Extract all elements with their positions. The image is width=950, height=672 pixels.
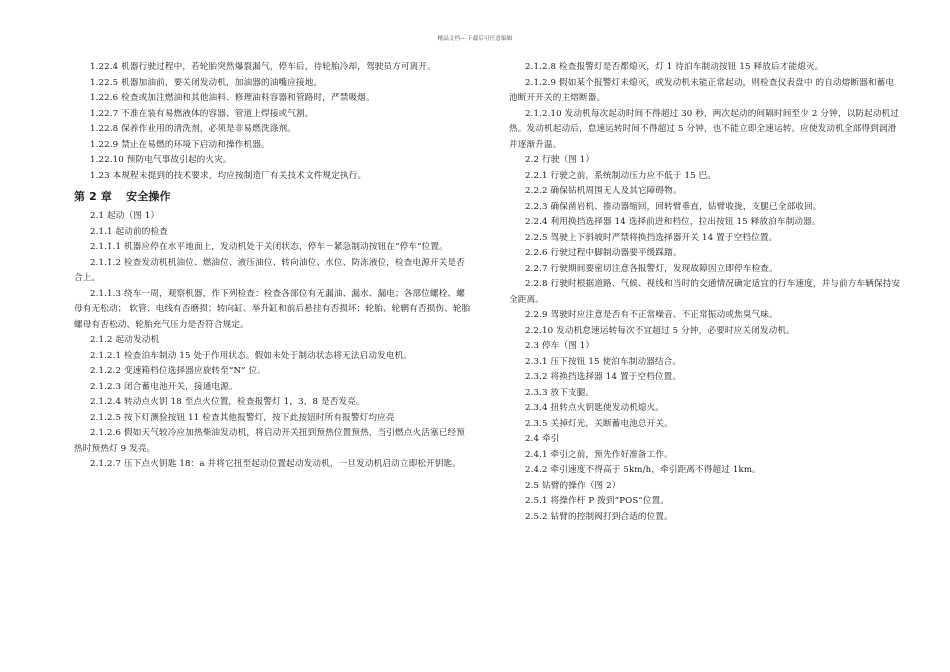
paragraph: 2.3.5 关掉灯光，关断蓄电池总开关。 bbox=[525, 418, 673, 429]
paragraph: 1.22.7 不准在装有易燃液体的容器、管道上焊接或气割。 bbox=[90, 108, 314, 119]
paragraph: 2.1.2.6 假如天气较冷应加热柴油发动机，将启动开关扭到预热位置预热，当引燃点火活塞已经预热时预热灯 9 发亮。 bbox=[74, 428, 466, 454]
paragraph: 1.22.10 预防电气事故引起的火灾。 bbox=[90, 155, 232, 165]
right-column bbox=[509, 60, 901, 525]
paragraph: 2.4.1 牵引之前，预先作好准备工作。 bbox=[525, 449, 673, 460]
paragraph: 2.2.10 发动机怠速运转每次不宜超过 5 分钟，必要时应关闭发动机。 bbox=[525, 325, 795, 336]
paragraph: 2.1.2.9 假如某个报警灯未熄灭，或发动机未能正常起动，则检查仪表盘中 的自动熔断器和蓄电池断开开关的主熔断器。 bbox=[509, 77, 895, 103]
paragraph: 1.22.9 禁止在易燃的环境下启动和操作机器。 bbox=[90, 139, 270, 150]
paragraph: 2.5.1 将操作杆 P 拨到“POS”位置。 bbox=[525, 496, 670, 506]
paragraph: 2.2.3 确保凿岩机、推动器缩回，回转臂垂直，钻臂收拢，支腿已全部收回。 bbox=[525, 201, 822, 212]
paragraph: 2.4.2 牵引速度不得高于 5km/h，牵引距离不得超过 1km。 bbox=[525, 465, 761, 475]
paragraph: 2.1.2.4 转动点火钥 18 至点火位置，检查报警灯 1，3，8 是否发亮。 bbox=[90, 397, 365, 407]
paragraph: 1.22.4 机器行驶过程中，若轮胎突然爆裂漏气，停车后，待轮胎冷却，驾驶员方可离开。 bbox=[90, 62, 436, 72]
subsection-heading: 2.1.1 起动前的检查 bbox=[90, 226, 168, 237]
paragraph: 2.2.9 驾驶时应注意是否有不正常噪音、不正常振动或焦臭气味。 bbox=[525, 310, 778, 320]
section-heading: 2.1 起动（图 1） bbox=[90, 211, 160, 221]
paragraph: 2.1.1.2 检查发动机机油位、燃油位、液压油位、转向油位、水位、防冻液位，检查电源开关是否合上。 bbox=[74, 257, 466, 283]
subsection-heading: 2.1.2 起动发动机 bbox=[90, 335, 160, 345]
paragraph: 2.1.2.2 变速箱档位选择器应旋转至“N” 位。 bbox=[90, 366, 267, 376]
paragraph: 1.22.8 保养作业用的清洗剂，必须是非易燃洗涤剂。 bbox=[90, 124, 296, 134]
paragraph: 2.3.1 压下按钮 15 使泊车制动器结合。 bbox=[525, 356, 682, 367]
paragraph: 1.23 本规程未提到的技术要求，均应按制造厂有关技术文件规定执行。 bbox=[90, 170, 367, 181]
left-column bbox=[74, 60, 472, 473]
paragraph: 1.22.6 检查或加注燃油和其他油料、修理油料容器和管路时，严禁吸烟。 bbox=[90, 93, 375, 103]
paragraph: 2.3.2 将换挡选择器 14 置于空档位置。 bbox=[525, 372, 682, 382]
paragraph: 2.2.6 行驶过程中脚制动器要平缓踩踏。 bbox=[525, 248, 682, 258]
paragraph: 2.5.2 钻臂的控制阀打到合适的位置。 bbox=[525, 511, 673, 522]
chapter-heading bbox=[74, 189, 472, 205]
paragraph: 2.1.2.5 按下灯测验按钮 11 检查其他报警灯，按下此按钮时所有报警灯均应亮 bbox=[90, 412, 395, 423]
paragraph: 2.1.2.3 闭合蓄电池开关，接通电源。 bbox=[90, 381, 238, 392]
page-header: 精品文档---下载后可任意编辑 bbox=[437, 36, 513, 42]
section-heading: 2.3 停车（图 1） bbox=[525, 341, 595, 351]
section-heading: 2.2 行驶（图 1） bbox=[525, 155, 595, 165]
paragraph: 2.1.2.1 检查泊车制动 15 处于作用状态。假如未处于制动状态将无法启动发电机。 bbox=[90, 350, 413, 361]
paragraph: 2.3.3 放下支腿。 bbox=[525, 387, 595, 398]
paragraph: 2.2.2 确保钻机周围无人及其它障碍物。 bbox=[525, 186, 682, 196]
paragraph: 2.3.4 扭转点火钥匙使发动机熄火。 bbox=[525, 403, 665, 413]
chapter-number: 第 2 章 bbox=[74, 190, 113, 203]
paragraph: 2.2.5 驾驶上下斜坡时严禁将换挡选择器开关 14 置于空档位置。 bbox=[525, 232, 778, 243]
section-heading: 2.5 钻臂的操作（图 2） bbox=[525, 480, 621, 491]
paragraph: 2.2.1 行驶之前，系统制动压力应不低于 15 巴。 bbox=[525, 170, 717, 181]
paragraph: 2.1.2.8 检查报警灯是否都熄灭，灯 1 待泊车制动按钮 15 释放后才能熄灭。 bbox=[525, 62, 824, 72]
paragraph: 2.1.2.10 发动机每次起动时间不得超过 30 秒，两次起动的间隔时间至少 2 分钟，以防起动机过热。发动机起动后，怠速运转时间不得超过 5 分钟，也不能立即全速运转。应使发动机全部得到润滑并逐渐升温。 bbox=[509, 108, 900, 150]
paragraph: 2.2.8 行驶时根据道路、气候、视线和当时的交通情况确定适宜的行车速度，并与前方车辆保持安全距离。 bbox=[509, 279, 901, 305]
paragraph: 2.1.1.3 绕车一周，观察机器，作下列检查：检查各部位有无漏油、漏水、漏电；各部位螺栓、螺母有无松动； 软管、电线有否磨损；转向缸、举升缸和前后悬挂有否损坏；轮胎、轮辋有否损伤、轮胎螺母有否松动、轮胎充气压力是否符合规定。 bbox=[74, 288, 471, 330]
paragraph: 2.1.2.7 压下点火钥匙 18：a 并将它扭至起动位置起动发动机，一旦发动机启动立即松开钥匙。 bbox=[90, 459, 462, 469]
paragraph: 1.22.5 机器加油前，要关闭发动机，加油器的油嘴应接地。 bbox=[90, 77, 323, 88]
paragraph: 2.1.1.1 机器应停在水平地面上，发动机处于关闭状态，停车－紧急制动按钮在“停车”位置。 bbox=[90, 242, 448, 252]
section-heading: 2.4 牵引 bbox=[525, 434, 560, 444]
paragraph: 2.2.7 行驶期间要密切注意各报警灯，发现故障因立即停车检查。 bbox=[525, 263, 778, 274]
chapter-title: 安全操作 bbox=[126, 190, 171, 203]
paragraph: 2.2.4 利用换挡选择器 14 选择前进和档位，拉出按钮 15 释放泊车制动器。 bbox=[525, 217, 821, 227]
